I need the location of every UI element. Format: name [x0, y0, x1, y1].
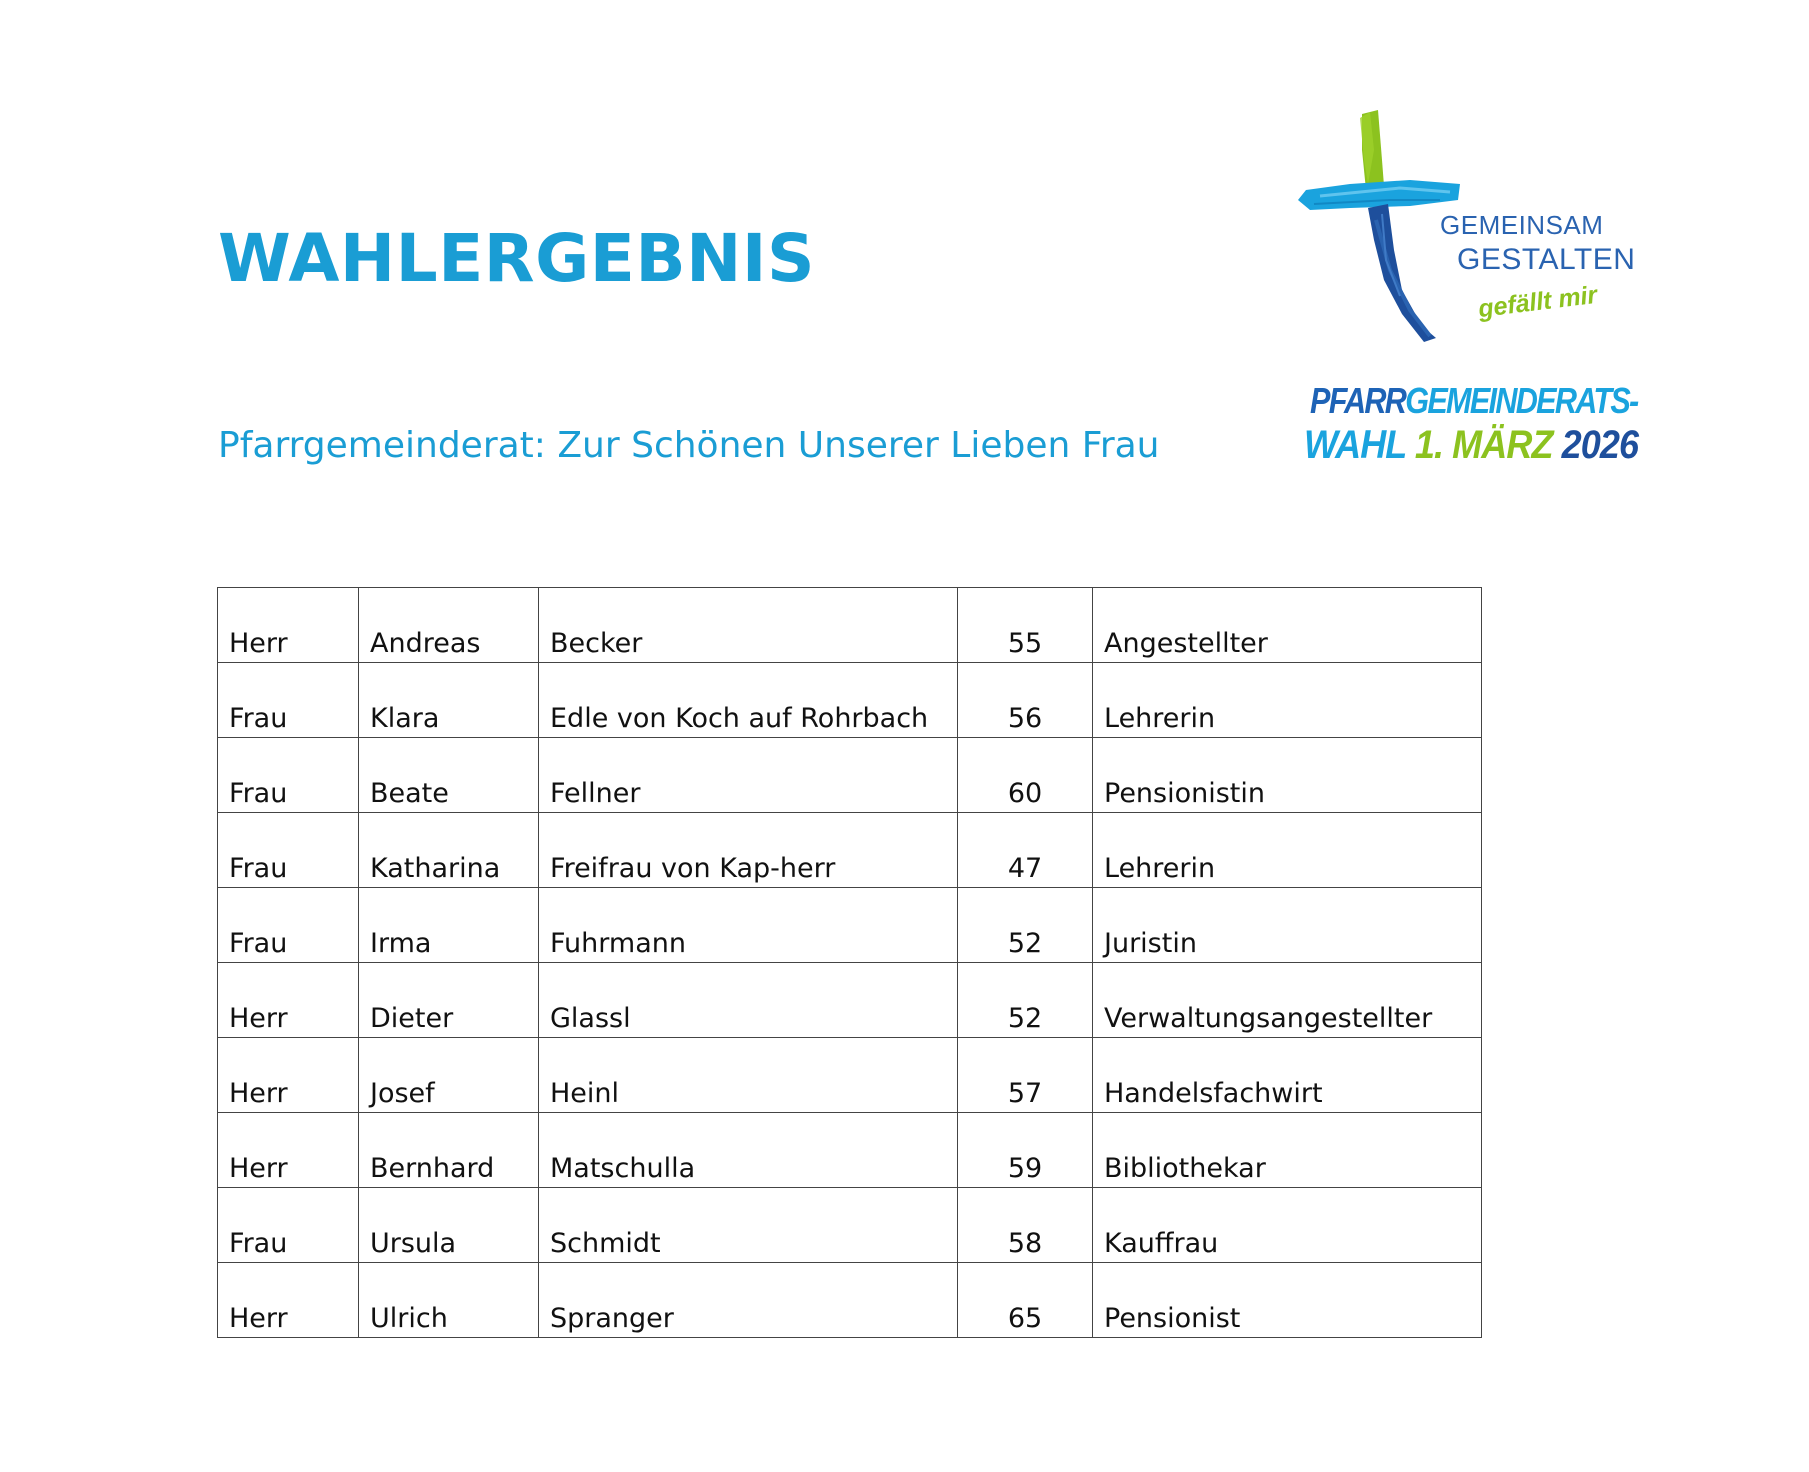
cell-age: 59 [958, 1113, 1093, 1188]
cell-salutation: Frau [218, 663, 359, 738]
cell-occupation: Kauffrau [1093, 1188, 1482, 1263]
cell-last-name: Spranger [539, 1263, 958, 1338]
cell-last-name: Edle von Koch auf Rohrbach [539, 663, 958, 738]
cell-last-name: Becker [539, 588, 958, 663]
cell-last-name: Matschulla [539, 1113, 958, 1188]
cell-first-name: Irma [359, 888, 539, 963]
cell-last-name: Fuhrmann [539, 888, 958, 963]
cell-age: 60 [958, 738, 1093, 813]
cell-age: 56 [958, 663, 1093, 738]
table-row [218, 813, 1482, 888]
cell-last-name: Fellner [539, 738, 958, 813]
results-table [217, 587, 1482, 1338]
cell-occupation: Pensionistin [1093, 738, 1482, 813]
table-row [218, 1188, 1482, 1263]
cell-salutation: Frau [218, 1188, 359, 1263]
cell-first-name: Katharina [359, 813, 539, 888]
cell-occupation: Juristin [1093, 888, 1482, 963]
table-row [218, 738, 1482, 813]
table-row [218, 588, 1482, 663]
cell-first-name: Ursula [359, 1188, 539, 1263]
cell-age: 52 [958, 888, 1093, 963]
cell-last-name: Glassl [539, 963, 958, 1038]
cell-age: 58 [958, 1188, 1093, 1263]
logo-word-gemeinderats: GEMEINDERATS- [1405, 380, 1638, 421]
logo-word-year: 2026 [1561, 423, 1639, 467]
cell-first-name: Bernhard [359, 1113, 539, 1188]
cell-first-name: Beate [359, 738, 539, 813]
cell-salutation: Herr [218, 1038, 359, 1113]
page-subtitle: Pfarrgemeinderat: Zur Schönen Unserer Lieben Frau [218, 425, 1160, 466]
table-row [218, 888, 1482, 963]
cell-salutation: Frau [218, 888, 359, 963]
cell-salutation: Herr [218, 1113, 359, 1188]
cell-occupation: Handelsfachwirt [1093, 1038, 1482, 1113]
logo-line-gestalten: GESTALTEN [1457, 243, 1636, 276]
election-logo [1290, 100, 1639, 480]
cell-age: 55 [958, 588, 1093, 663]
cell-first-name: Andreas [359, 588, 539, 663]
cell-age: 57 [958, 1038, 1093, 1113]
table-row [218, 1263, 1482, 1338]
cell-age: 47 [958, 813, 1093, 888]
cell-occupation: Bibliothekar [1093, 1113, 1482, 1188]
cell-occupation: Lehrerin [1093, 813, 1482, 888]
cell-occupation: Angestellter [1093, 588, 1482, 663]
cell-last-name: Heinl [539, 1038, 958, 1113]
results-table-body [218, 588, 1482, 1338]
cell-salutation: Herr [218, 588, 359, 663]
table-row [218, 963, 1482, 1038]
table-row [218, 1113, 1482, 1188]
table-row [218, 1038, 1482, 1113]
logo-election-line-1 [1310, 380, 1638, 421]
cell-last-name: Schmidt [539, 1188, 958, 1263]
table-row [218, 663, 1482, 738]
cell-salutation: Frau [218, 738, 359, 813]
logo-election-line-2 [1304, 425, 1638, 465]
logo-word-wahl: WAHL [1304, 423, 1406, 467]
logo-word-pfarr: PFARR [1310, 380, 1406, 421]
logo-line-gefaellt: gefällt mir [1476, 280, 1599, 324]
logo-line-gemeinsam: GEMEINSAM [1440, 210, 1604, 240]
cell-first-name: Klara [359, 663, 539, 738]
cell-first-name: Ulrich [359, 1263, 539, 1338]
cell-first-name: Dieter [359, 963, 539, 1038]
cell-first-name: Josef [359, 1038, 539, 1113]
cell-last-name: Freifrau von Kap-herr [539, 813, 958, 888]
cell-age: 65 [958, 1263, 1093, 1338]
cell-age: 52 [958, 963, 1093, 1038]
cell-occupation: Lehrerin [1093, 663, 1482, 738]
cell-occupation: Pensionist [1093, 1263, 1482, 1338]
logo-word-date: 1. MÄRZ [1414, 423, 1553, 467]
page-title: WAHLERGEBNIS [218, 220, 816, 297]
cell-salutation: Frau [218, 813, 359, 888]
cell-salutation: Herr [218, 963, 359, 1038]
cell-salutation: Herr [218, 1263, 359, 1338]
cell-occupation: Verwaltungsangestellter [1093, 963, 1482, 1038]
